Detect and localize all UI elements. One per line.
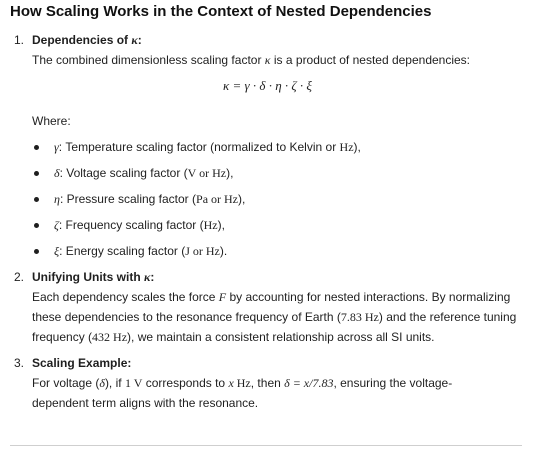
earth-frequency: 7.83 Hz [340, 310, 379, 324]
section-3-number: 3. [14, 356, 25, 370]
delta-equation: δ = x/7.83 [284, 376, 334, 390]
section-2-heading [32, 270, 154, 284]
section-1-number: 1. [14, 33, 25, 47]
text: ) and the reference tuning [378, 310, 517, 324]
section-1-heading-suffix: : [137, 33, 142, 47]
text: frequency ( [32, 330, 93, 344]
section-2-heading-text: Unifying Units with [32, 270, 141, 284]
force-symbol: F [218, 290, 227, 304]
section-1-heading [32, 33, 142, 47]
bullet-unit: Pa or Hz [196, 192, 239, 206]
section-3-heading: Scaling Example: [32, 356, 132, 370]
x-symbol: x [228, 376, 234, 390]
delta-symbol: δ [54, 166, 60, 180]
bullet-post: ), [226, 166, 234, 180]
section-1-intro-pre: The combined dimensionless scaling factor [32, 53, 265, 67]
bullet-dot [34, 171, 39, 176]
bullet-gamma [54, 140, 361, 154]
section-2-number: 2. [14, 270, 25, 284]
page-title: How Scaling Works in the Context of Nested Dependencies [10, 3, 432, 20]
text: corresponds to [142, 376, 229, 390]
text: For voltage ( [32, 376, 100, 390]
section-1-intro [32, 53, 470, 67]
text: Each dependency scales the force [32, 290, 219, 304]
kappa-equation: κ = γ · δ · η · ζ · ξ [223, 78, 312, 93]
text: , ensuring the voltage- [333, 376, 453, 390]
bullet-text: : Energy scaling factor ( [59, 244, 186, 258]
delta-symbol: δ [99, 376, 105, 390]
eta-symbol: η [54, 192, 60, 206]
section-2-heading-suffix: : [150, 270, 155, 284]
hz-unit: Hz [233, 376, 251, 390]
bullet-dot [34, 145, 39, 150]
section-3-line-1 [32, 376, 452, 390]
text: by accounting for nested interactions. By normalizing [226, 290, 511, 304]
bullet-text: : Frequency scaling factor ( [58, 218, 204, 232]
bullet-post: ), [353, 140, 361, 154]
text: ), if [104, 376, 125, 390]
section-1-intro-post: is a product of nested dependencies: [270, 53, 471, 67]
bullet-unit: Hz [203, 218, 218, 232]
bullet-eta [54, 192, 245, 206]
bullet-text: : Voltage scaling factor ( [59, 166, 188, 180]
bullet-dot [34, 249, 39, 254]
bullet-post: ), [238, 192, 246, 206]
bullet-text: : Pressure scaling factor ( [59, 192, 197, 206]
bullet-post: ), [217, 218, 225, 232]
text: these dependencies to the resonance frequency of Earth ( [32, 310, 341, 324]
voltage-value: 1 V [124, 376, 143, 390]
section-3-line-2: dependent term aligns with the resonance. [32, 396, 259, 410]
section-1-heading-text: Dependencies of [32, 33, 129, 47]
bullet-zeta [54, 218, 225, 232]
section-2-line-3 [32, 330, 435, 344]
section-1-intro-symbol: κ [264, 53, 271, 67]
zeta-symbol: ζ [54, 218, 59, 232]
bullet-unit: Hz [339, 140, 354, 154]
bullet-dot [34, 223, 39, 228]
where-label: Where: [32, 114, 71, 128]
text: , then [250, 376, 285, 390]
xi-symbol: ξ [54, 244, 60, 258]
section-2-line-1 [32, 290, 510, 304]
bullet-dot [34, 197, 39, 202]
section-2-line-2 [32, 310, 516, 324]
bullet-delta [54, 166, 233, 180]
divider [10, 445, 522, 446]
tuning-frequency: 432 Hz [92, 330, 128, 344]
gamma-symbol: γ [54, 140, 59, 154]
text: ), we maintain a consistent relationship across all SI units. [127, 330, 435, 344]
bullet-unit: V or Hz [187, 166, 227, 180]
section-2-heading-symbol: κ [144, 270, 151, 284]
bullet-text: : Temperature scaling factor (normalized to Kelvin or [58, 140, 340, 154]
bullet-post: ). [219, 244, 228, 258]
bullet-unit: J or Hz [185, 244, 220, 258]
bullet-xi [54, 244, 227, 258]
section-1-heading-symbol: κ [131, 33, 138, 47]
